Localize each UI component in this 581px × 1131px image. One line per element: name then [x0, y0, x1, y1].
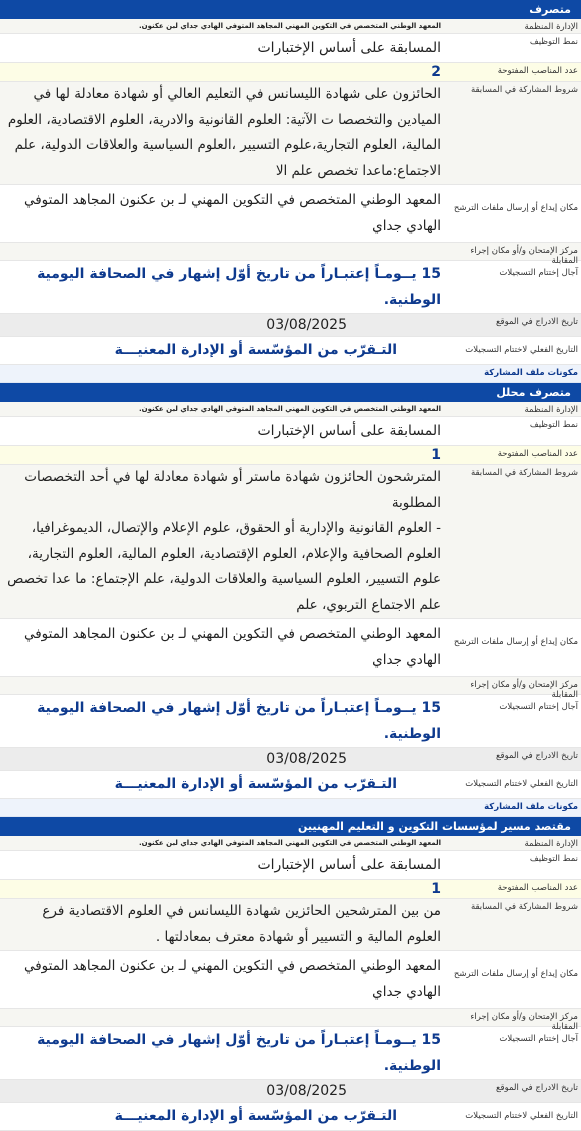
value-submission-place: المعهد الوطني المتخصص في التكوين المهني لـ بن عكنون المجاهد المتوفي الهادي جداي: [23, 192, 441, 234]
section-title: متصرف محلل: [0, 383, 581, 402]
value-actual-close: التـقرّب من المؤسّسة أو الإدارة المعنيـــة: [114, 342, 397, 358]
row-deadline: [0, 261, 581, 314]
label-exam-center: مركز الإمتحان و/أو مكان إجراء المقابلة: [470, 246, 578, 266]
row-conditions: [0, 82, 581, 185]
value-exam-center: [0, 677, 447, 694]
value-exam-center: [0, 243, 447, 260]
posting-date-text: 03/08/2025: [266, 751, 347, 767]
row-positions: [0, 446, 581, 465]
condition-line: المترشحون الحائزون شهادة ماستر أو شهادة معادلة لها في أحد التخصصات المطلوبة: [24, 469, 441, 511]
label-deadline: آجال إختتام التسجيلات: [499, 1034, 578, 1044]
value-org: المعهد الوطني المتخصص في التكوين المهني المجاهد المتوفي الهادي جداي لبن عكنون.: [138, 405, 441, 413]
value-positions: 2: [431, 64, 441, 80]
section-title: مقتصد مسير لمؤسسات التكوين و التعليم المهنيين: [0, 817, 581, 836]
value-conditions: [0, 82, 447, 184]
row-deadline: [0, 695, 581, 748]
value-deadline: 15 يــومـاً إعتبـاراً من تاريخ أوّل إشهار في الصحافة اليومية الوطنية.: [37, 266, 441, 308]
label-hire-type: نمط التوظيف: [529, 420, 578, 430]
row-org: [0, 402, 581, 417]
value-org: المعهد الوطني المتخصص في التكوين المهني المجاهد المتوفي الهادي جداي لبن عكنون.: [138, 839, 441, 847]
value-positions: 1: [431, 447, 441, 463]
label-posting-date: تاريخ الادراج في الموقع: [496, 1083, 578, 1093]
label-conditions: شروط المشاركة في المسابقة: [470, 85, 578, 95]
label-positions: عدد المناصب المفتوحة: [497, 883, 578, 893]
value-conditions: [0, 465, 447, 618]
row-submission-place: [0, 619, 581, 677]
label-org: الإدارة المنظمة: [524, 839, 578, 849]
value-org: المعهد الوطني المتخصص في التكوين المهني المجاهد المتوفي الهادي جداي لبن عكنون.: [138, 22, 441, 30]
row-posting-date: [0, 1080, 581, 1103]
label-actual-close: التاريخ الفعلي لاختتام التسجيلات: [465, 345, 578, 355]
label-submission-place: مكان إيداع أو إرسال ملفات الترشح: [453, 203, 578, 213]
row-hire-type: [0, 417, 581, 446]
section-title: متصرف: [0, 0, 581, 19]
row-posting-date: [0, 748, 581, 771]
row-actual-close: [0, 1103, 581, 1131]
value-submission-place: المعهد الوطني المتخصص في التكوين المهني لـ بن عكنون المجاهد المتوفي الهادي جداي: [23, 958, 441, 1000]
row-positions: [0, 880, 581, 899]
row-submission-place: [0, 951, 581, 1009]
value-submission-place: المعهد الوطني المتخصص في التكوين المهني لـ بن عكنون المجاهد المتوفي الهادي جداي: [23, 626, 441, 668]
value-hire-type: المسابقة على أساس الإختبارات: [257, 40, 441, 56]
row-deadline: [0, 1027, 581, 1080]
value-posting-date: [0, 1080, 447, 1102]
value-actual-close: التـقرّب من المؤسّسة أو الإدارة المعنيـــة: [114, 1108, 397, 1124]
label-posting-date: تاريخ الادراج في الموقع: [496, 751, 578, 761]
value-hire-type: المسابقة على أساس الإختبارات: [257, 857, 441, 873]
row-org: [0, 836, 581, 851]
row-actual-close: [0, 337, 581, 365]
label-conditions: شروط المشاركة في المسابقة: [470, 902, 578, 912]
row-positions: [0, 63, 581, 82]
components-link[interactable]: مكونات ملف المشاركة: [0, 799, 581, 817]
value-exam-center: [0, 1009, 447, 1026]
row-conditions: [0, 465, 581, 619]
label-submission-place: مكان إيداع أو إرسال ملفات الترشح: [453, 637, 578, 647]
row-posting-date: [0, 314, 581, 337]
condition-line: الحائزون على شهادة الليسانس في التعليم العالي أو شهادة معادلة لها في الميادين والتخصصا ت الآتية: العلوم القانونية والادرية، العلوم الاقتصادية، العلوم المالية، العلوم التجارية،علوم التسيير ،العلوم السياسية والعلاقات الدولية، علم الاجتماع:ماعدا تخصص علم الا: [7, 86, 441, 179]
value-positions: 1: [431, 881, 441, 897]
row-exam-center: [0, 677, 581, 700]
condition-line: - العلوم القانونية والإدارية أو الحقوق، علوم الإعلام والإتصال، الديموغرافيا، العلوم الصحافية والإعلام، العلوم الإقتصادية، العلوم المالية، العلوم التجارية، علوم التسيير، العلوم السياسية والعلاقات الدولية، علم الإجتماع: ما عدا تخصص علم الاجتماع التربوي، علم: [7, 520, 441, 613]
label-actual-close: التاريخ الفعلي لاختتام التسجيلات: [465, 779, 578, 789]
value-conditions: [0, 899, 447, 950]
label-deadline: آجال إختتام التسجيلات: [499, 268, 578, 278]
posting-date-text: 03/08/2025: [266, 1083, 347, 1099]
row-hire-type: [0, 851, 581, 880]
label-conditions: شروط المشاركة في المسابقة: [470, 468, 578, 478]
row-org: [0, 19, 581, 34]
label-org: الإدارة المنظمة: [524, 405, 578, 415]
row-actual-close: [0, 771, 581, 799]
value-deadline: 15 يــومـاً إعتبـاراً من تاريخ أوّل إشهار في الصحافة اليومية الوطنية.: [37, 700, 441, 742]
row-conditions: [0, 899, 581, 951]
label-actual-close: التاريخ الفعلي لاختتام التسجيلات: [465, 1111, 578, 1121]
components-link[interactable]: مكونات ملف المشاركة: [0, 365, 581, 383]
condition-line: من بين المترشحين الحائزين شهادة الليسانس في العلوم الاقتصادية فرع العلوم المالية و التسيير أو شهادة معترف بمعادلتها .: [42, 903, 441, 945]
value-posting-date: [0, 314, 447, 336]
row-exam-center: [0, 243, 581, 266]
value-hire-type: المسابقة على أساس الإختبارات: [257, 423, 441, 439]
label-deadline: آجال إختتام التسجيلات: [499, 702, 578, 712]
label-exam-center: مركز الإمتحان و/أو مكان إجراء المقابلة: [470, 680, 578, 700]
label-posting-date: تاريخ الادراج في الموقع: [496, 317, 578, 327]
label-hire-type: نمط التوظيف: [529, 854, 578, 864]
label-org: الإدارة المنظمة: [524, 22, 578, 32]
label-positions: عدد المناصب المفتوحة: [497, 66, 578, 76]
value-posting-date: [0, 748, 447, 770]
label-submission-place: مكان إيداع أو إرسال ملفات الترشح: [453, 969, 578, 979]
label-positions: عدد المناصب المفتوحة: [497, 449, 578, 459]
label-exam-center: مركز الإمتحان و/أو مكان إجراء المقابلة: [470, 1012, 578, 1032]
value-actual-close: التـقرّب من المؤسّسة أو الإدارة المعنيـــة: [114, 776, 397, 792]
row-hire-type: [0, 34, 581, 63]
row-submission-place: [0, 185, 581, 243]
value-deadline: 15 يــومـاً إعتبـاراً من تاريخ أوّل إشهار في الصحافة اليومية الوطنية.: [37, 1032, 441, 1074]
label-hire-type: نمط التوظيف: [529, 37, 578, 47]
posting-date-text: 03/08/2025: [266, 317, 347, 333]
row-exam-center: [0, 1009, 581, 1032]
